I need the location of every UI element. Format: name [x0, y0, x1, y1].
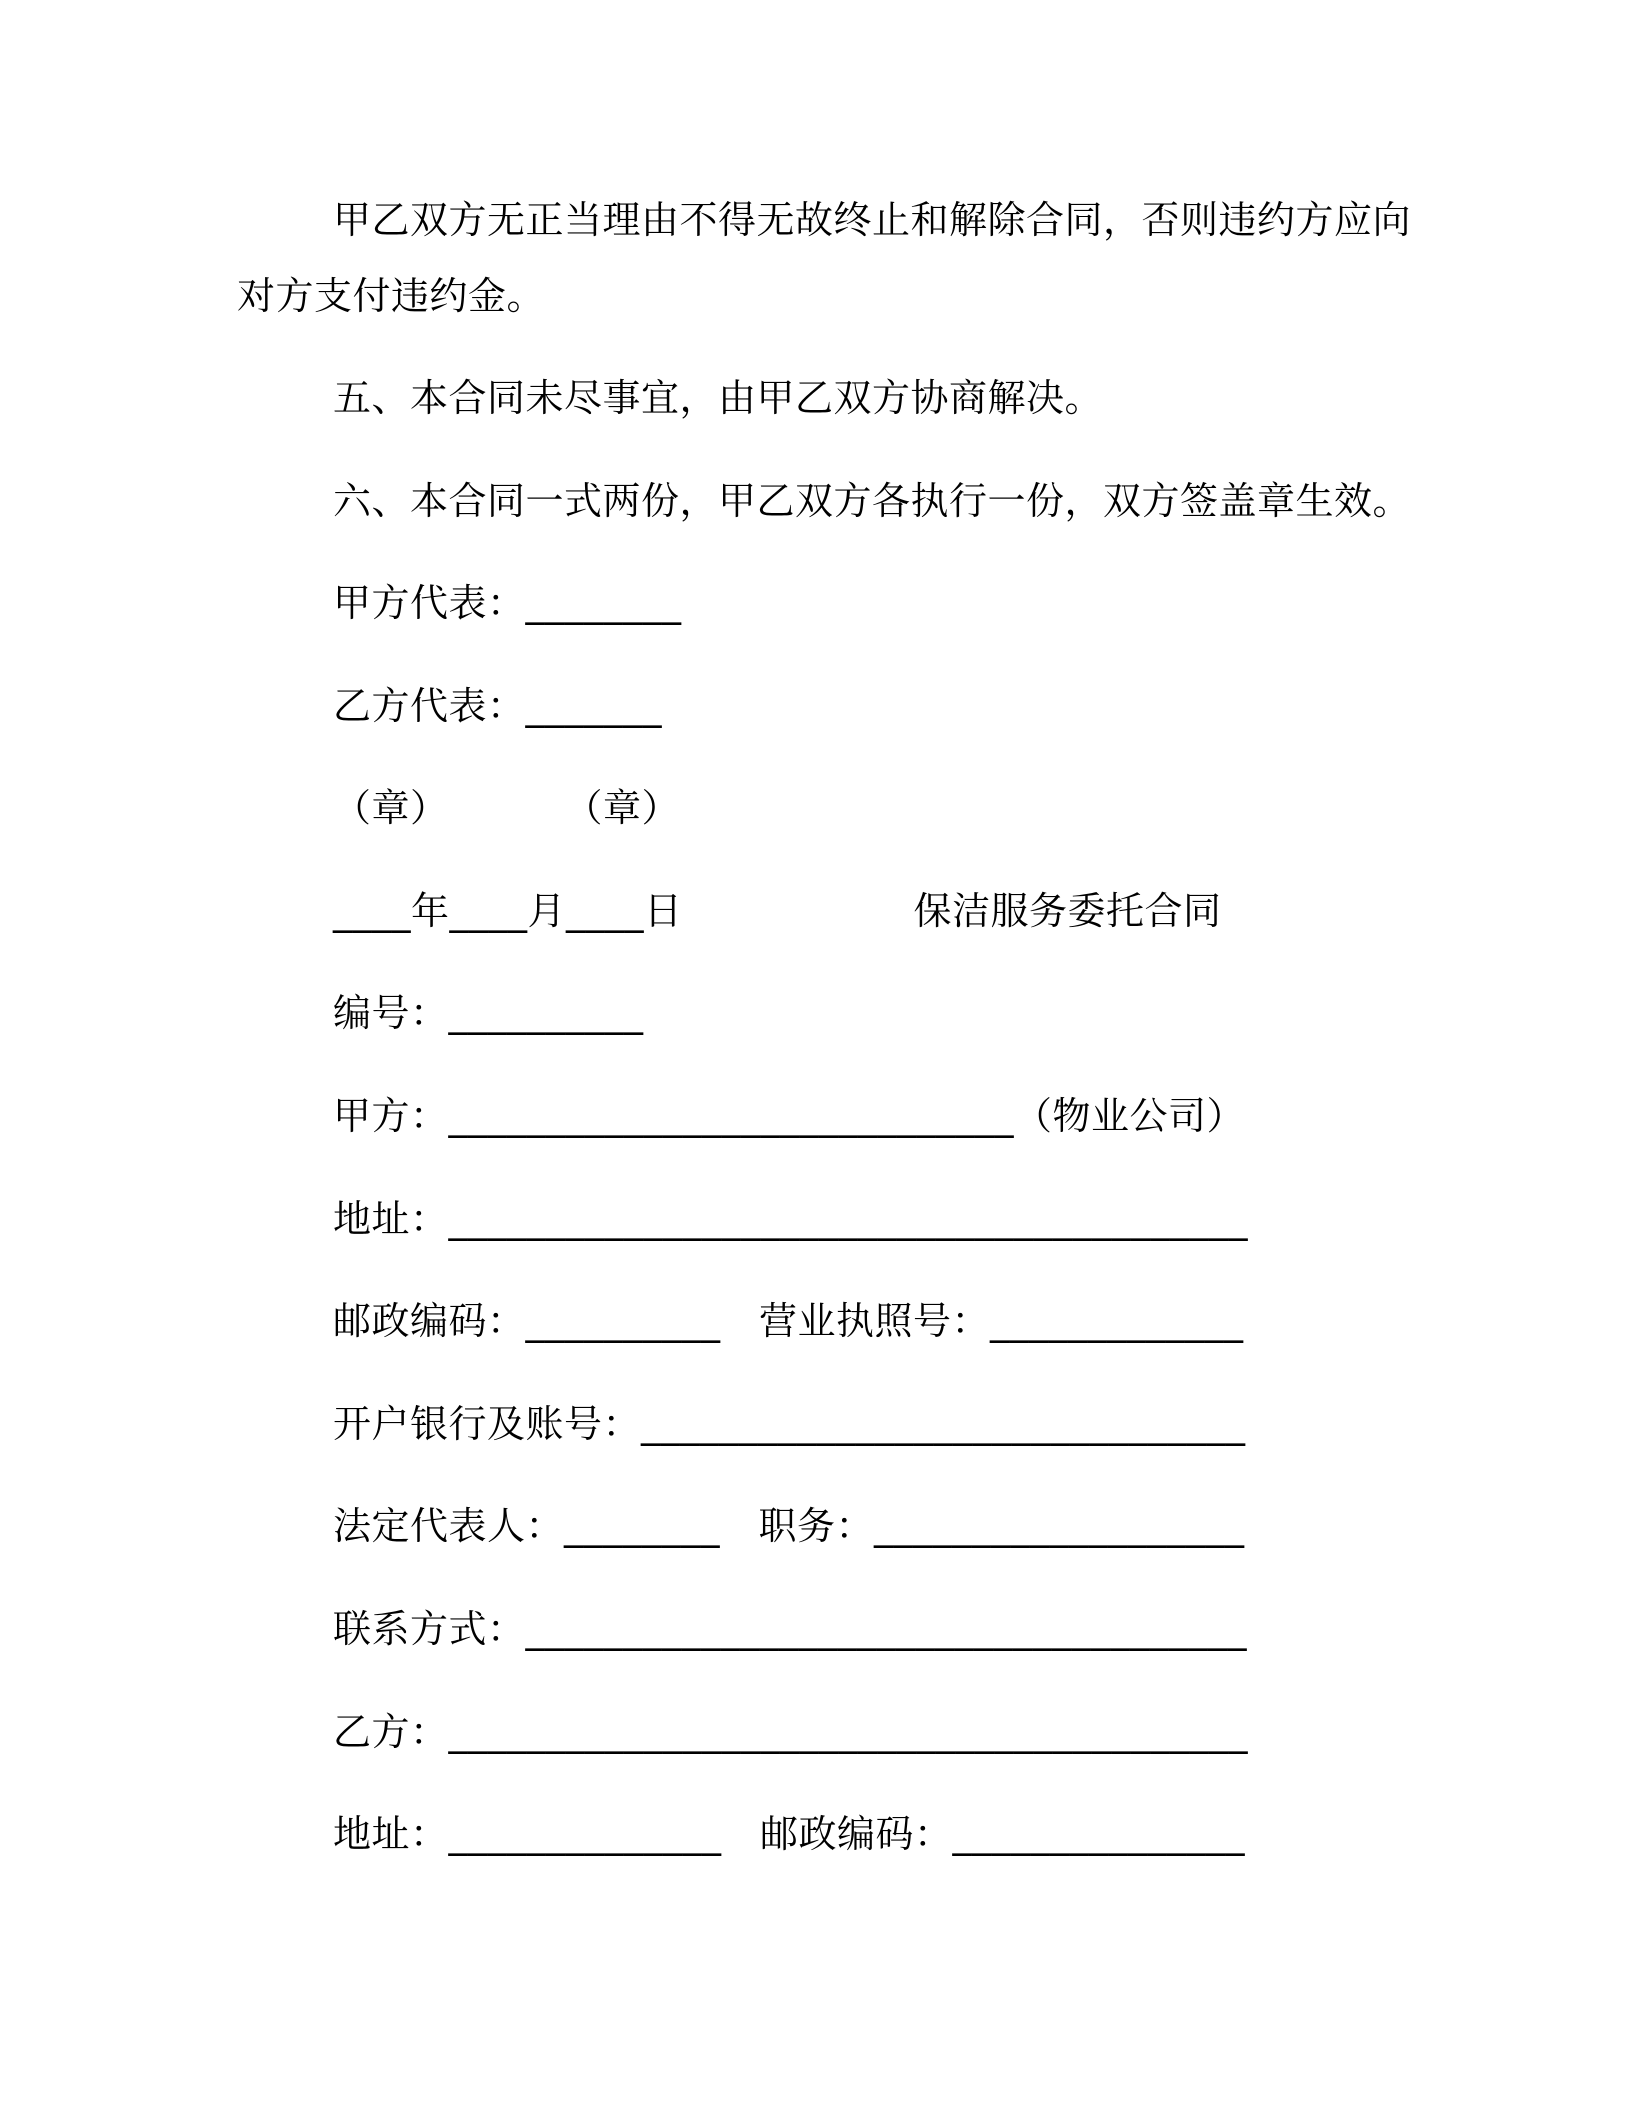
bank-account: 开户银行及账号：_______________________________	[333, 1402, 1246, 1446]
party-b-representative: 乙方代表：_______	[333, 684, 663, 728]
paragraph-termination-line1: 甲乙双方无正当理由不得无故终止和解除合同，否则违约方应向	[333, 198, 1412, 242]
postal-code-and-license: 邮政编码：__________ 营业执照号：_____________	[333, 1299, 1244, 1343]
contact-information: 联系方式：_____________________________________	[333, 1607, 1248, 1651]
paragraph-termination-line2: 对方支付违约金。	[237, 274, 546, 318]
party-a-representative: 甲方代表：________	[333, 581, 682, 625]
date-and-contract-title: ____年____月____日 保洁服务委托合同	[333, 889, 1222, 933]
party-b-address-and-postal-code: 地址：______________ 邮政编码：_______________	[333, 1812, 1246, 1856]
clause-five: 五、本合同未尽事宜，由甲乙双方协商解决。	[333, 376, 1104, 420]
seal-placeholders: （章） （章）	[333, 786, 681, 830]
party-a-address: 地址：_________________________________________	[333, 1197, 1249, 1241]
contract-number: 编号：__________	[333, 991, 644, 1035]
clause-six: 六、本合同一式两份，甲乙双方各执行一份，双方签盖章生效。	[333, 479, 1412, 523]
party-a-name: 甲方：_____________________________（物业公司）	[333, 1094, 1246, 1138]
party-b-name: 乙方：_________________________________________	[333, 1710, 1249, 1754]
legal-representative-and-position: 法定代表人：________ 职务：___________________	[333, 1504, 1245, 1548]
